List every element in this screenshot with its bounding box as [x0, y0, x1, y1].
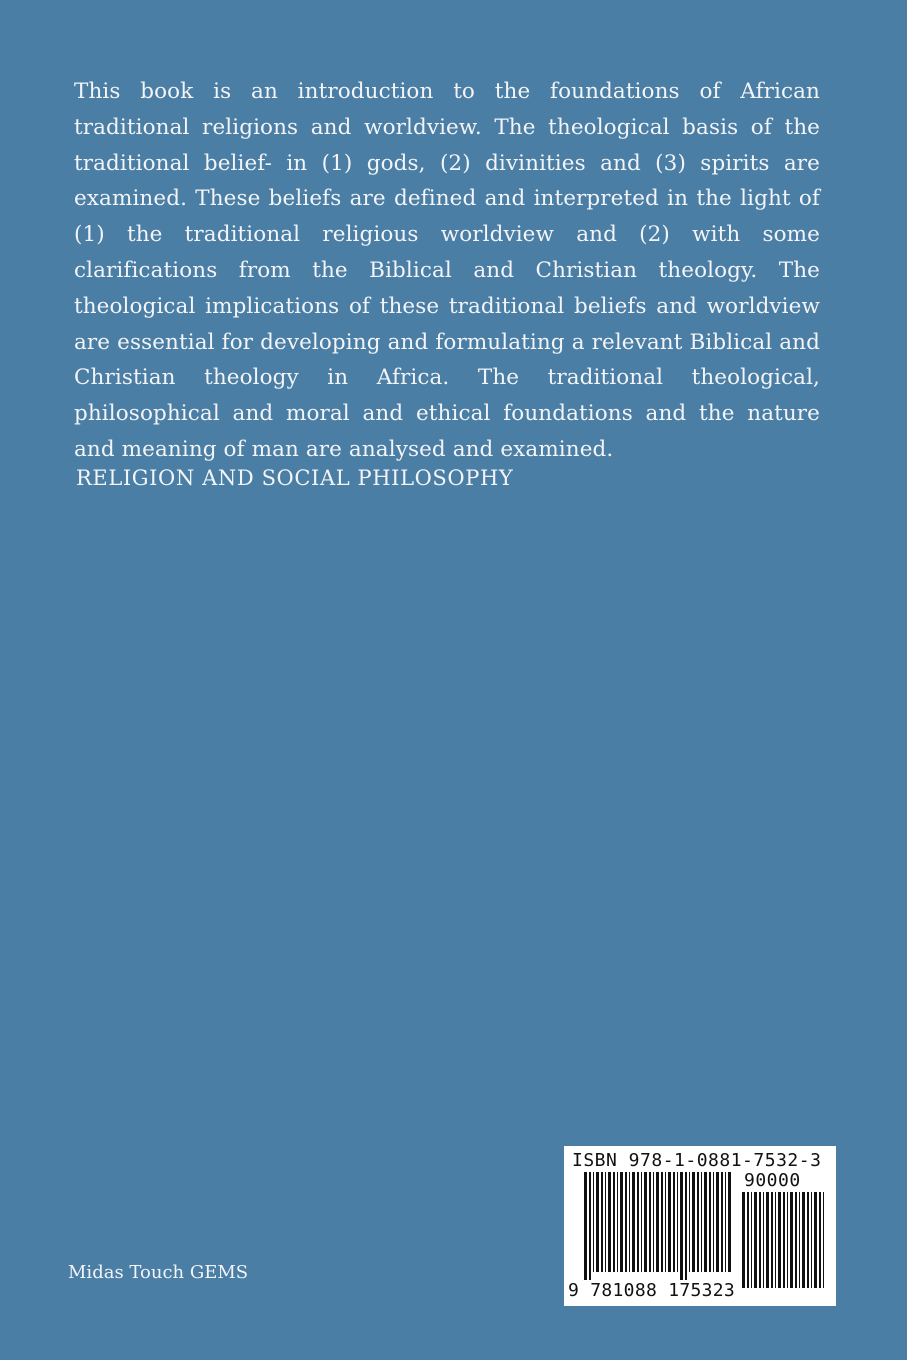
- barcode-bar: [775, 1192, 776, 1288]
- barcode-bar: [790, 1192, 793, 1288]
- barcode-bar: [728, 1172, 731, 1272]
- barcode-bar: [823, 1192, 824, 1288]
- barcode-bar: [656, 1172, 659, 1272]
- barcode-bar: [677, 1172, 678, 1272]
- barcode-bar: [689, 1172, 690, 1272]
- barcode-bar: [629, 1172, 630, 1272]
- barcode-bar: [661, 1172, 663, 1272]
- price-code: 90000: [744, 1170, 801, 1191]
- barcode-bar: [584, 1172, 587, 1280]
- barcode-bar: [697, 1172, 699, 1272]
- barcode-bar: [617, 1172, 618, 1272]
- barcode-bar: [751, 1192, 752, 1288]
- publisher-name: Midas Touch GEMS: [68, 1262, 249, 1283]
- barcode-bar: [704, 1172, 707, 1272]
- barcode-bar: [653, 1172, 654, 1272]
- barcode-bar: [692, 1172, 695, 1272]
- barcode-bar: [709, 1172, 711, 1272]
- barcode-bar: [596, 1172, 599, 1272]
- barcode-bar: [608, 1172, 611, 1272]
- barcode-bar: [742, 1192, 745, 1288]
- barcode-bar: [754, 1192, 757, 1288]
- barcode-bar: [593, 1172, 594, 1272]
- isbn-barcode: [564, 1146, 836, 1306]
- barcode-bar: [763, 1192, 764, 1288]
- barcode-bar: [814, 1192, 817, 1288]
- ean-digits: 9 781088 175323: [568, 1280, 736, 1301]
- barcode-bar: [766, 1192, 769, 1288]
- barcode-bar: [680, 1172, 683, 1280]
- barcode-bar: [819, 1192, 821, 1288]
- barcode-bar: [668, 1172, 671, 1272]
- barcode-bar: [605, 1172, 606, 1272]
- barcode-bar: [644, 1172, 647, 1272]
- barcode-bar: [716, 1172, 719, 1272]
- barcode-bar: [807, 1192, 809, 1288]
- barcode-bar: [725, 1172, 726, 1272]
- barcode-bar: [713, 1172, 714, 1272]
- barcode-bar: [771, 1192, 773, 1288]
- barcode-bar: [601, 1172, 603, 1272]
- barcode-bar: [649, 1172, 651, 1272]
- barcode-bar: [799, 1192, 800, 1288]
- barcode-bar: [802, 1192, 805, 1288]
- barcode-bar: [641, 1172, 642, 1272]
- barcode-bar: [811, 1192, 812, 1288]
- barcode-bar: [701, 1172, 702, 1272]
- barcode-bar: [632, 1172, 635, 1272]
- barcode-bar: [778, 1192, 781, 1288]
- barcode-bar: [673, 1172, 675, 1272]
- barcode-bar: [747, 1192, 749, 1288]
- barcode-bar: [721, 1172, 723, 1272]
- ean-barcode-bars: [584, 1172, 734, 1280]
- barcode-bar: [625, 1172, 627, 1272]
- barcode-bar: [620, 1172, 623, 1272]
- barcode-bar: [665, 1172, 666, 1272]
- addon-barcode-bars: [742, 1192, 826, 1296]
- category-label: RELIGION AND SOCIAL PHILOSOPHY: [76, 466, 514, 490]
- barcode-bar: [795, 1192, 797, 1288]
- barcode-bar: [685, 1172, 687, 1280]
- isbn-number: ISBN 978-1-0881-7532-3: [572, 1150, 822, 1171]
- barcode-bar: [613, 1172, 615, 1272]
- back-cover-blurb: This book is an introduction to the foundations of African traditional religions and worldview. The theological basis of the traditional belief- in (1) gods, (2) divinities and (3) spirits are examined. These beliefs are defined and interpreted in the light of (1) the traditional religious worldview and (2) with some clarifications from the Biblical and Christian theology. The theological implications of these traditional beliefs and worldview are essential for developing and formulating a relevant Biblical and Christian theology in Africa. The traditional theological, philosophical and moral and ethical foundations and the nature and meaning of man are analysed and examined.: [74, 79, 820, 462]
- barcode-bar: [759, 1192, 761, 1288]
- barcode-bar: [637, 1172, 639, 1272]
- barcode-bar: [787, 1192, 788, 1288]
- barcode-bar: [783, 1192, 785, 1288]
- barcode-bar: [589, 1172, 591, 1280]
